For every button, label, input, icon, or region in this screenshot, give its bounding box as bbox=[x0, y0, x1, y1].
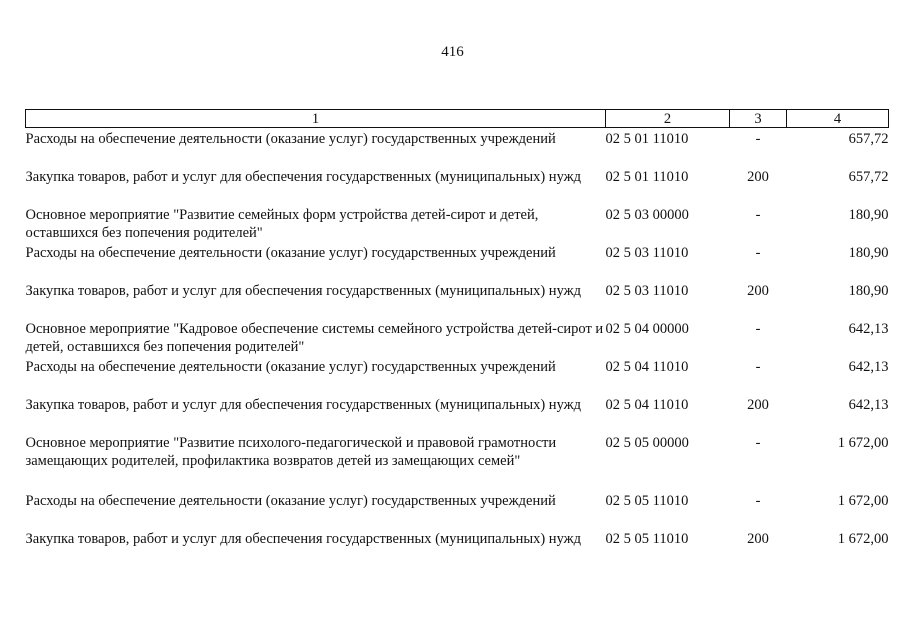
row-code: 02 5 01 11010 bbox=[605, 131, 689, 147]
row-type: - bbox=[755, 435, 761, 451]
row-amount: 180,90 bbox=[848, 245, 889, 261]
budget-table bbox=[25, 109, 889, 568]
row-code: 02 5 03 11010 bbox=[605, 245, 689, 261]
row-name: Расходы на обеспечение деятельности (оказание услуг) государственных учреждений bbox=[25, 131, 556, 147]
table-row bbox=[26, 530, 889, 568]
table-row bbox=[26, 434, 889, 492]
row-code: 02 5 05 11010 bbox=[605, 531, 689, 547]
table-header bbox=[26, 110, 889, 128]
table-row bbox=[26, 396, 889, 434]
header-col-1: 1 bbox=[26, 110, 606, 128]
row-name: Расходы на обеспечение деятельности (оказание услуг) государственных учреждений bbox=[25, 493, 556, 509]
row-type: - bbox=[755, 321, 761, 337]
row-name: Закупка товаров, работ и услуг для обеспечения государственных (муниципальных) нужд bbox=[25, 169, 582, 185]
row-amount: 1 672,00 bbox=[837, 531, 889, 547]
table-row bbox=[26, 168, 889, 206]
header-col-3: 3 bbox=[730, 110, 787, 128]
row-amount: 180,90 bbox=[848, 207, 889, 223]
row-name: Основное мероприятие "Кадровое обеспечение системы семейного устройства детей-сирот и детей, оставшихся без попечения родителей" bbox=[25, 321, 604, 355]
row-amount: 657,72 bbox=[848, 131, 889, 147]
row-type: - bbox=[755, 131, 761, 147]
row-name: Закупка товаров, работ и услуг для обеспечения государственных (муниципальных) нужд bbox=[25, 283, 582, 299]
header-col-2: 2 bbox=[606, 110, 730, 128]
table-row bbox=[26, 282, 889, 320]
row-name: Закупка товаров, работ и услуг для обеспечения государственных (муниципальных) нужд bbox=[25, 397, 582, 413]
row-name: Расходы на обеспечение деятельности (оказание услуг) государственных учреждений bbox=[25, 245, 556, 261]
row-name: Расходы на обеспечение деятельности (оказание услуг) государственных учреждений bbox=[25, 359, 556, 375]
header-col-4: 4 bbox=[787, 110, 889, 128]
row-type: - bbox=[755, 493, 761, 509]
row-type: 200 bbox=[747, 531, 769, 547]
row-amount: 1 672,00 bbox=[837, 493, 889, 509]
table-row bbox=[26, 244, 889, 282]
row-type: 200 bbox=[747, 169, 769, 185]
row-type: 200 bbox=[747, 397, 769, 413]
row-code: 02 5 05 00000 bbox=[605, 435, 689, 451]
table-body bbox=[26, 128, 889, 569]
row-code: 02 5 03 11010 bbox=[605, 283, 689, 299]
row-type: 200 bbox=[747, 283, 769, 299]
table-row bbox=[26, 320, 889, 358]
row-code: 02 5 03 00000 bbox=[605, 207, 689, 223]
header-row bbox=[26, 110, 889, 128]
row-amount: 180,90 bbox=[848, 283, 889, 299]
row-code: 02 5 05 11010 bbox=[605, 493, 689, 509]
page-number: 416 bbox=[441, 44, 464, 60]
row-amount: 642,13 bbox=[848, 359, 889, 375]
row-code: 02 5 01 11010 bbox=[605, 169, 689, 185]
row-amount: 642,13 bbox=[848, 321, 889, 337]
row-amount: 657,72 bbox=[848, 169, 889, 185]
row-amount: 1 672,00 bbox=[837, 435, 889, 451]
row-amount: 642,13 bbox=[848, 397, 889, 413]
row-name: Закупка товаров, работ и услуг для обеспечения государственных (муниципальных) нужд bbox=[25, 531, 582, 547]
table-row bbox=[26, 206, 889, 244]
table-row bbox=[26, 492, 889, 530]
row-type: - bbox=[755, 359, 761, 375]
row-type: - bbox=[755, 207, 761, 223]
table-row bbox=[26, 358, 889, 396]
row-code: 02 5 04 11010 bbox=[605, 359, 689, 375]
row-name: Основное мероприятие "Развитие психолого-педагогической и правовой грамотности замещающих родителей, профилактика возвратов детей из замещающих семей" bbox=[25, 435, 557, 469]
row-code: 02 5 04 00000 bbox=[605, 321, 689, 337]
row-type: - bbox=[755, 245, 761, 261]
table-row bbox=[26, 128, 889, 169]
row-code: 02 5 04 11010 bbox=[605, 397, 689, 413]
row-name: Основное мероприятие "Развитие семейных форм устройства детей-сирот и детей, оставшихся без попечения родителей" bbox=[25, 207, 539, 241]
